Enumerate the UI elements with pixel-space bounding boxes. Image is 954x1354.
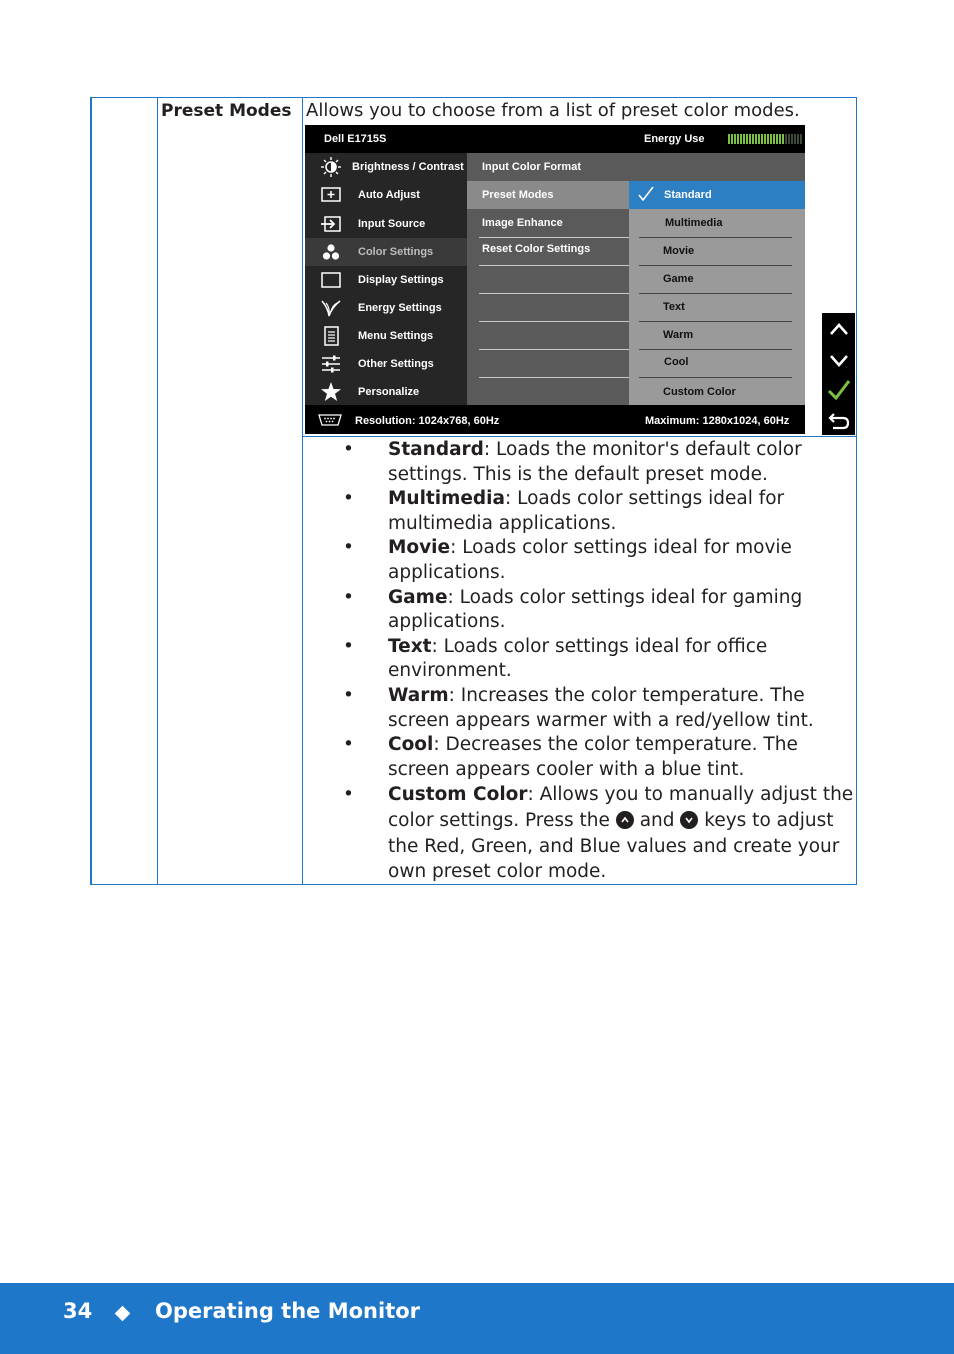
energy-settings-icon	[320, 298, 342, 318]
energy-meter-segment	[794, 134, 796, 144]
other-settings-icon	[320, 354, 342, 374]
bullet-dot: •	[343, 784, 354, 806]
sub-item-reset-color-settings[interactable]	[467, 237, 629, 265]
bullet-text: and	[639, 809, 675, 831]
menu-item-label: Energy Settings	[358, 302, 442, 314]
option-custom-color[interactable]	[629, 377, 805, 405]
energy-meter-segment	[743, 134, 745, 144]
bullet-text: : Loads color settings ideal for gaming applications.	[388, 586, 803, 633]
preset-mode-descriptions	[343, 438, 855, 885]
energy-meter-segment	[755, 134, 757, 144]
bullet-text: keys to adjust the Red, Green, and Blue values and create your own preset color mode.	[388, 809, 840, 883]
list-item	[343, 536, 855, 585]
bullet-dot: •	[343, 635, 354, 657]
preset-options-list	[629, 181, 805, 405]
option-text[interactable]	[629, 293, 805, 321]
energy-meter-segment	[788, 134, 790, 144]
energy-meter-segment	[776, 134, 778, 144]
energy-meter	[728, 134, 802, 144]
menu-item-menu-settings[interactable]	[305, 322, 467, 350]
bullet-term: Text	[388, 635, 432, 657]
star-icon	[320, 382, 342, 402]
down-key-icon	[680, 811, 698, 829]
energy-meter-segment	[779, 134, 781, 144]
sub-menu-divider	[479, 377, 629, 378]
menu-item-color-settings[interactable]	[305, 238, 467, 266]
option-movie[interactable]	[629, 237, 805, 265]
table-divider	[157, 98, 158, 884]
menu-item-brightness-contrast[interactable]	[305, 153, 467, 181]
energy-meter-segment	[728, 134, 730, 144]
list-item	[343, 586, 855, 635]
menu-item-label: Menu Settings	[358, 330, 434, 342]
menu-item-label: Input Source	[358, 218, 426, 230]
list-item	[343, 487, 855, 536]
osd-menu	[305, 125, 805, 434]
list-item	[343, 635, 855, 684]
option-label: Multimedia	[665, 217, 723, 229]
menu-item-label: Brightness / Contrast	[352, 161, 464, 173]
list-item	[343, 733, 855, 782]
sub-item-image-enhance[interactable]	[467, 209, 629, 237]
option-label: Standard	[664, 189, 712, 201]
color-settings-icon	[320, 242, 342, 262]
menu-item-label: Display Settings	[358, 274, 444, 286]
display-settings-icon	[320, 270, 342, 290]
menu-item-auto-adjust[interactable]	[305, 181, 467, 209]
energy-meter-segment	[785, 134, 787, 144]
up-key-icon	[616, 811, 634, 829]
sub-menu-header[interactable]: Input Color Format	[482, 161, 581, 173]
sub-menu-header-row	[467, 153, 805, 181]
energy-meter-segment	[797, 134, 799, 144]
list-item	[343, 684, 855, 733]
bullet-term: Cool	[388, 734, 434, 756]
menu-item-label: Auto Adjust	[358, 189, 420, 201]
osd-footer	[305, 405, 805, 434]
check-icon	[637, 185, 655, 203]
bullet-text: : Loads color settings ideal for office environment.	[388, 635, 768, 682]
osd-sub-menu	[467, 181, 629, 405]
osd-main-menu	[305, 153, 467, 405]
bullet-text: : Loads color settings ideal for movie applications.	[388, 537, 792, 583]
option-multimedia[interactable]	[629, 209, 805, 237]
bullet-text: : Increases the color temperature. The screen appears warmer with a red/yellow tint.	[388, 684, 814, 731]
sub-item-label: Image Enhance	[482, 217, 563, 229]
energy-meter-segment	[746, 134, 748, 144]
option-standard[interactable]	[629, 181, 805, 209]
bullet-dot: •	[343, 439, 354, 460]
energy-meter-segment	[791, 134, 793, 144]
brightness-icon	[320, 157, 342, 177]
bullet-text: : Loads color settings ideal for multimedia applications.	[388, 488, 785, 534]
bullet-dot: •	[343, 734, 354, 756]
auto-adjust-icon	[320, 185, 342, 205]
bullet-term: Warm	[388, 684, 449, 706]
menu-item-label: Personalize	[358, 386, 420, 398]
bullet-dot: •	[343, 537, 354, 559]
page-number: 34	[63, 1299, 93, 1323]
list-item	[343, 782, 855, 884]
check-icon[interactable]	[826, 377, 852, 403]
input-source-icon	[320, 214, 342, 234]
menu-item-input-source[interactable]	[305, 210, 467, 238]
menu-item-energy-settings[interactable]	[305, 294, 467, 322]
sub-item-label: Preset Modes	[482, 189, 554, 201]
menu-item-display-settings[interactable]	[305, 266, 467, 294]
energy-meter-segment	[731, 134, 733, 144]
menu-item-other-settings[interactable]	[305, 350, 467, 378]
sub-item-label: Reset Color Settings	[482, 243, 591, 255]
menu-item-personalize[interactable]	[305, 378, 467, 406]
bullet-dot: •	[343, 684, 354, 706]
menu-item-label: Other Settings	[358, 358, 434, 370]
option-label: Custom Color	[663, 386, 736, 398]
option-label: Movie	[663, 245, 695, 257]
sub-menu-divider	[479, 321, 629, 322]
osd-header	[305, 125, 805, 153]
table-row-divider	[303, 436, 856, 437]
bullet-term: Movie	[388, 537, 451, 559]
sub-menu-divider	[479, 293, 629, 294]
energy-meter-segment	[773, 134, 775, 144]
option-label: Cool	[664, 356, 689, 368]
energy-meter-segment	[770, 134, 772, 144]
back-icon[interactable]	[826, 407, 852, 433]
osd-button-panel	[822, 313, 855, 435]
menu-settings-icon	[320, 326, 342, 346]
energy-meter-segment	[764, 134, 766, 144]
option-label: Text	[663, 301, 685, 313]
up-arrow-icon[interactable]	[826, 317, 852, 343]
energy-meter-segment	[782, 134, 784, 144]
chapter-title: Operating the Monitor	[155, 1299, 421, 1323]
energy-use-label: Energy Use	[644, 133, 705, 145]
setting-name: Preset Modes	[161, 101, 292, 121]
bullet-term: Game	[388, 586, 448, 608]
bullet-text: : Loads the monitor's default color settings. This is the default preset mode.	[388, 439, 802, 485]
bullet-text: : Allows you to manually adjust the color settings. Press the	[388, 784, 854, 831]
energy-meter-segment	[800, 134, 802, 144]
current-resolution: Resolution: 1024x768, 60Hz	[355, 415, 500, 427]
sub-item-preset-modes[interactable]	[467, 181, 629, 209]
option-label: Warm	[663, 329, 694, 341]
option-game[interactable]	[629, 265, 805, 293]
menu-item-label: Color Settings	[358, 246, 434, 258]
diamond-icon	[115, 1306, 131, 1322]
sub-menu-divider	[479, 349, 629, 350]
maximum-resolution: Maximum: 1280x1024, 60Hz	[645, 415, 790, 427]
option-warm[interactable]	[629, 321, 805, 349]
bullet-text: : Decreases the color temperature. The screen appears cooler with a blue tint.	[388, 734, 798, 780]
bullet-term: Standard	[388, 439, 484, 460]
energy-meter-segment	[752, 134, 754, 144]
energy-meter-segment	[761, 134, 763, 144]
osd-model-name: Dell E1715S	[324, 133, 387, 145]
sub-menu-divider	[479, 265, 629, 266]
page-footer	[0, 1283, 954, 1354]
vga-connector-icon	[317, 414, 343, 426]
option-label: Game	[663, 273, 694, 285]
bullet-term: Multimedia	[388, 488, 505, 510]
table-divider	[302, 98, 303, 884]
setting-description: Allows you to choose from a list of preset color modes.	[306, 100, 800, 121]
energy-meter-segment	[749, 134, 751, 144]
down-arrow-icon[interactable]	[826, 347, 852, 373]
list-item	[343, 438, 855, 487]
bullet-dot: •	[343, 586, 354, 608]
bullet-term: Custom Color	[388, 784, 528, 806]
energy-meter-segment	[758, 134, 760, 144]
energy-meter-segment	[734, 134, 736, 144]
energy-meter-segment	[767, 134, 769, 144]
energy-meter-segment	[740, 134, 742, 144]
bullet-dot: •	[343, 488, 354, 510]
option-cool[interactable]	[629, 349, 805, 377]
energy-meter-segment	[737, 134, 739, 144]
